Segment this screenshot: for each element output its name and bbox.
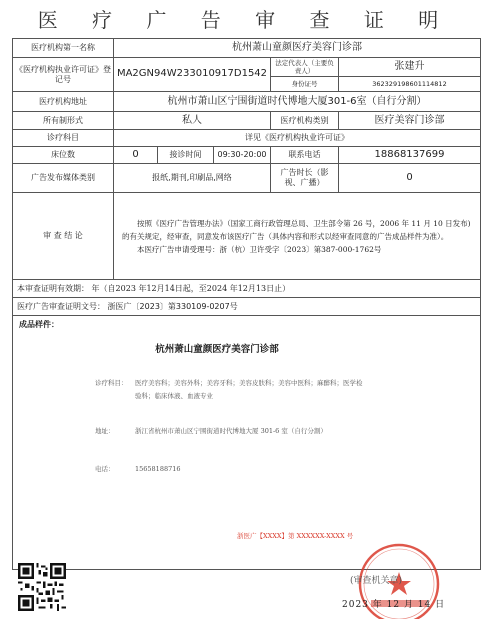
qr-code-icon — [18, 563, 66, 611]
value-id-no: 362329198601114812 — [339, 77, 481, 92]
review-text: 按照《医疗广告管理办法》（国家工商行政管理总局、卫生部令第 26 号，2006 年 11 月 10 日发布)的有关规定，经审查，同意发布该医疗广告（具体内容和形式以经审查同意的广告成品样件为准）。 — [122, 218, 471, 241]
row-validity — [13, 280, 481, 298]
value-legal-rep: 张建升 — [339, 58, 481, 77]
value-hours: 09:30-20:00 — [214, 147, 271, 164]
label-validity: 本审查证明有效期： — [17, 283, 89, 293]
label-category: 医疗机构类别 — [271, 112, 339, 130]
value-beds: 0 — [114, 147, 158, 164]
cert-line — [13, 298, 481, 316]
label-ownership: 所有制形式 — [13, 112, 114, 130]
label-review: 审 查 结 论 — [13, 193, 114, 280]
sample-cell — [13, 316, 481, 570]
ad-approval-number: 浙医广【XXXX】第 XXXXXX-XXXX 号 — [237, 532, 354, 541]
row-subjects — [13, 130, 481, 147]
ad-address-value: 浙江省杭州市萧山区宁围街道时代博地大厦 301-6 室（自行分割） — [135, 427, 327, 436]
value-institution-name: 杭州萧山童颜医疗美容门诊部 — [114, 39, 481, 58]
ad-address — [95, 425, 365, 437]
application-number: 浙（杭）卫许受字〔2023〕第387-000-1762号 — [219, 244, 382, 254]
certificate-table — [12, 38, 481, 570]
row-review — [13, 193, 481, 280]
sample-ad — [57, 322, 457, 552]
label-legal-rep: 法定代表人（主要负责人） — [271, 58, 339, 77]
ad-title: 杭州萧山童颜医疗美容门诊部 — [155, 344, 279, 356]
row-sample — [13, 316, 481, 570]
ad-subjects-value: 医疗美容科；美容外科；美容牙科；美容皮肤科；美容中医科；麻醉科；医学检验科；临床体液、血液专业 — [135, 379, 363, 400]
validity-line — [13, 280, 481, 298]
row-cert-no — [13, 298, 481, 316]
row-beds — [13, 147, 481, 164]
label-hours: 接诊时间 — [158, 147, 214, 164]
ad-phone-value: 15658188716 — [135, 465, 181, 474]
label-sample: 成品样件： — [19, 320, 59, 330]
label-cert-no: 医疗广告审查证明文号： — [17, 301, 105, 311]
value-address: 杭州市萧山区宁围街道时代博地大厦301-6室（自行分割） — [114, 92, 481, 112]
ad-phone-key: 电话： — [95, 465, 115, 474]
value-license-no: MA2GN94W233010917D1542 — [114, 58, 271, 92]
value-category: 医疗美容门诊部 — [339, 112, 481, 130]
row-license — [13, 58, 481, 77]
ad-phone — [95, 463, 365, 475]
sign-date: 2023 年 12 月 14 日 — [342, 600, 446, 610]
application-prefix: 本医疗广告申请受理号： — [137, 244, 220, 254]
value-validity: 年（自2023 年12月14日起，至2024 年12月13日止） — [91, 283, 291, 293]
row-media — [13, 164, 481, 193]
value-phone: 18868137699 — [339, 147, 481, 164]
label-beds: 床位数 — [13, 147, 114, 164]
ad-address-key: 地址： — [95, 427, 115, 436]
value-duration: 0 — [339, 164, 481, 193]
label-license-no: 《医疗机构执业许可证》登记号 — [13, 58, 114, 92]
row-address — [13, 92, 481, 112]
row-ownership — [13, 112, 481, 130]
label-id-no: 身份证号 — [271, 77, 339, 92]
label-media: 广告发布媒体类别 — [13, 164, 114, 193]
label-duration: 广告时长（影视、广播） — [271, 164, 339, 193]
value-ownership: 私人 — [114, 112, 271, 130]
value-media: 报纸,期刊,印刷品,网络 — [114, 164, 271, 193]
row-institution-name — [13, 39, 481, 58]
review-conclusion — [114, 193, 481, 280]
application-line — [122, 243, 472, 256]
label-institution-name: 医疗机构第一名称 — [13, 39, 114, 58]
ad-subjects-key: 诊疗科目： — [95, 379, 128, 388]
ad-subjects — [95, 377, 365, 402]
label-subjects: 诊疗科目 — [13, 130, 114, 147]
label-phone: 联系电话 — [271, 147, 339, 164]
seal-note: (审查机关章) — [350, 576, 403, 586]
page-title: 医 疗 广 告 审 查 证 明 — [37, 8, 453, 32]
label-address: 医疗机构地址 — [13, 92, 114, 112]
value-subjects: 详见《医疗机构执业许可证》 — [114, 130, 481, 147]
value-cert-no: 浙医广〔2023〕第330109-0207号 — [107, 301, 238, 311]
